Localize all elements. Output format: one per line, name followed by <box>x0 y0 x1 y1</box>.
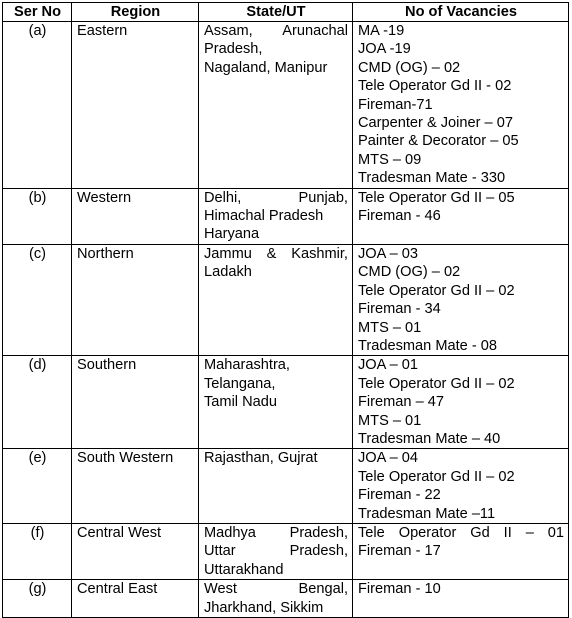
region-cell: Southern <box>72 356 199 449</box>
state-line: Delhi, Punjab, <box>204 189 348 206</box>
vacancy-line: MTS – 01 <box>358 319 422 336</box>
header-state-ut: State/UT <box>199 3 353 22</box>
vacancy-line: CMD (OG) – 02 <box>358 264 461 281</box>
vacancy-line: Tradesman Mate – 40 <box>358 430 501 447</box>
region-cell: Central West <box>72 523 199 579</box>
ser-no-cell: (e) <box>3 449 72 524</box>
state-ut-cell <box>199 580 353 618</box>
vacancies-cell <box>353 523 569 579</box>
vacancy-line: JOA – 04 <box>358 450 419 467</box>
ser-no-cell: (f) <box>3 523 72 579</box>
vacancy-line: Tele Operator Gd II – 02 <box>358 282 515 299</box>
table-row <box>3 449 569 524</box>
header-row <box>3 3 569 22</box>
vacancy-line: Fireman - 17 <box>358 543 441 560</box>
table-row <box>3 188 569 244</box>
region-cell: Northern <box>72 244 199 355</box>
state-line: Nagaland, Manipur <box>204 59 328 76</box>
table-row <box>3 356 569 449</box>
state-ut-cell <box>199 244 353 355</box>
state-line: Maharashtra, <box>204 357 290 374</box>
state-ut-cell <box>199 188 353 244</box>
state-ut-cell <box>199 356 353 449</box>
vacancies-cell <box>353 580 569 618</box>
vacancy-line: Fireman - 10 <box>358 581 441 598</box>
state-line: Uttarakhand <box>204 561 284 578</box>
state-line: Haryana <box>204 226 260 243</box>
state-line: Tamil Nadu <box>204 394 277 411</box>
vacancy-line: Fireman - 34 <box>358 301 441 318</box>
vacancies-cell <box>353 449 569 524</box>
ser-no-cell: (a) <box>3 22 72 189</box>
vacancy-line: Tele Operator Gd II – 02 <box>358 375 515 392</box>
vacancy-line: Tele Operator Gd II - 02 <box>358 78 512 95</box>
state-line: Ladakh <box>204 264 252 281</box>
table-row <box>3 22 569 189</box>
vacancy-line: Tele Operator Gd II – 05 <box>358 189 515 206</box>
vacancy-line: Tradesman Mate - 08 <box>358 337 497 354</box>
vacancy-line: MTS – 09 <box>358 151 422 168</box>
state-line: Madhya Pradesh, <box>204 524 348 541</box>
table-header <box>3 3 569 22</box>
vacancies-cell <box>353 244 569 355</box>
vacancies-cell <box>353 188 569 244</box>
table-body <box>3 22 569 618</box>
vacancy-line: JOA – 01 <box>358 357 419 374</box>
region-cell: Western <box>72 188 199 244</box>
ser-no-cell: (c) <box>3 244 72 355</box>
region-cell: Central East <box>72 580 199 618</box>
vacancy-table <box>2 2 569 618</box>
vacancy-line: Fireman – 47 <box>358 394 444 411</box>
vacancy-line: JOA – 03 <box>358 245 419 262</box>
table-row <box>3 523 569 579</box>
vacancy-line: Painter & Decorator – 05 <box>358 133 519 150</box>
vacancy-line: Fireman - 46 <box>358 208 441 225</box>
state-ut-cell <box>199 22 353 189</box>
vacancy-line: Fireman - 22 <box>358 487 441 504</box>
vacancy-line: Fireman-71 <box>358 96 433 113</box>
vacancy-line: MA -19 <box>358 23 405 39</box>
state-line: Pradesh, <box>204 41 263 58</box>
vacancy-line: Tele Operator Gd II – 01 <box>358 524 564 541</box>
table-row <box>3 244 569 355</box>
vacancy-line: Tradesman Mate - 330 <box>358 170 506 187</box>
vacancies-cell <box>353 22 569 189</box>
state-line: Jharkhand, Sikkim <box>204 599 324 616</box>
vacancy-line: JOA -19 <box>358 41 411 58</box>
region-cell: South Western <box>72 449 199 524</box>
state-line: Uttar Pradesh, <box>204 543 348 560</box>
vacancy-line: Tradesman Mate –11 <box>358 505 496 522</box>
header-ser-no: Ser No <box>3 3 72 22</box>
state-line: Himachal Pradesh <box>204 208 324 225</box>
ser-no-cell: (b) <box>3 188 72 244</box>
ser-no-cell: (d) <box>3 356 72 449</box>
vacancy-line: MTS – 01 <box>358 412 422 429</box>
table-row <box>3 580 569 618</box>
state-line: Jammu & Kashmir, <box>204 245 348 262</box>
vacancy-line: Carpenter & Joiner – 07 <box>358 115 513 132</box>
state-line: West Bengal, <box>204 581 348 598</box>
state-ut-cell <box>199 523 353 579</box>
state-ut-cell <box>199 449 353 524</box>
state-line: Rajasthan, Gujrat <box>204 450 318 467</box>
ser-no-cell: (g) <box>3 580 72 618</box>
state-line: Assam, Arunachal <box>204 23 348 39</box>
region-cell: Eastern <box>72 22 199 189</box>
state-line: Telangana, <box>204 375 276 392</box>
header-region: Region <box>72 3 199 22</box>
header-no-of-vacancies: No of Vacancies <box>353 3 569 22</box>
vacancy-line: Tele Operator Gd II – 02 <box>358 468 515 485</box>
vacancies-cell <box>353 356 569 449</box>
vacancy-line: CMD (OG) – 02 <box>358 59 461 76</box>
